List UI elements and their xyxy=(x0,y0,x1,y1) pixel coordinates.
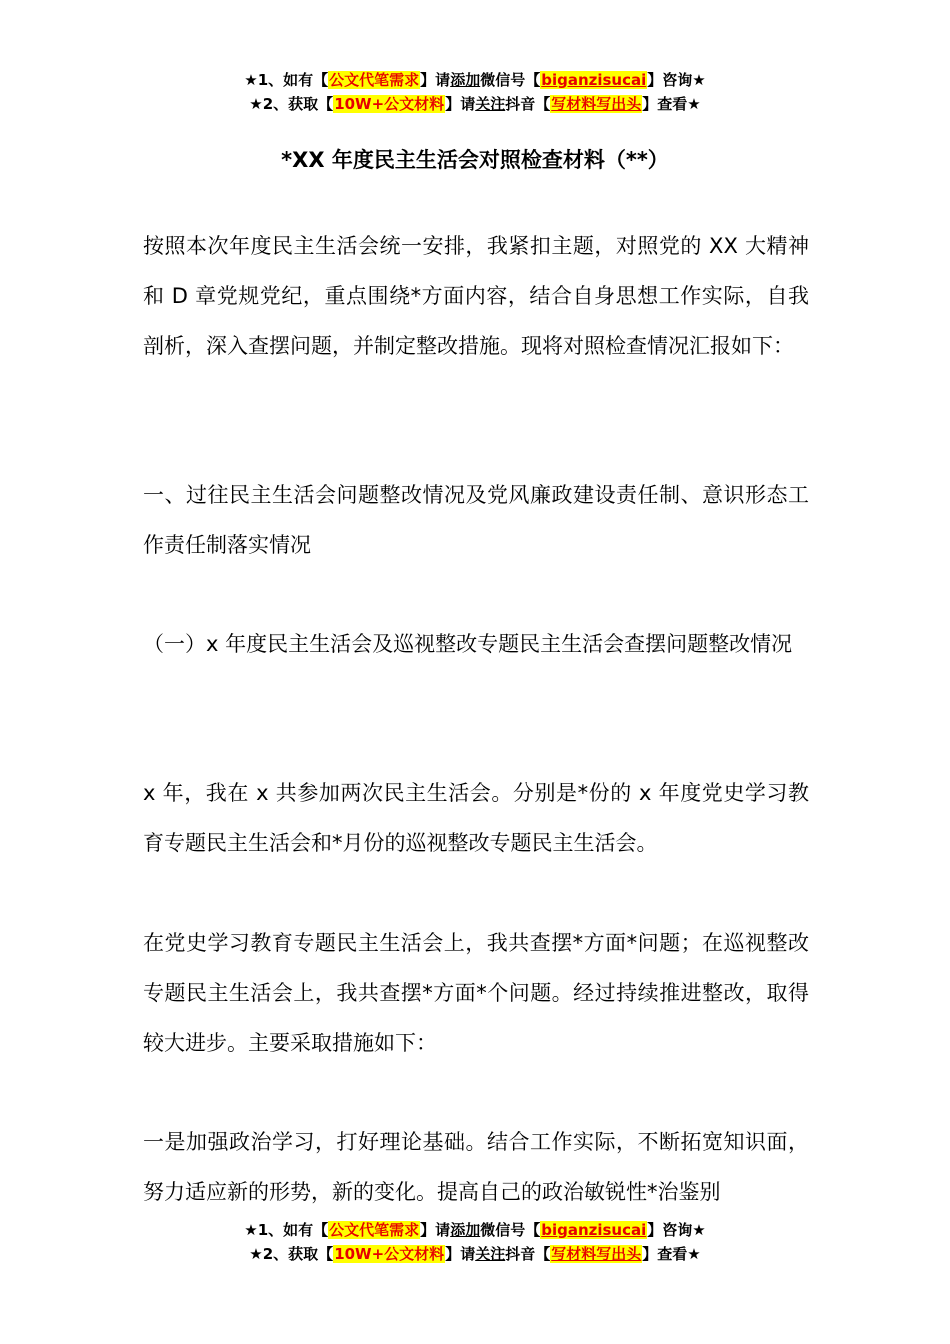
problems-paragraph: 在党史学习教育专题民主生活会上，我共查摆*方面*问题；在巡视整改专题民主生活会上，我共查摆*方面*个问题。经过持续推进整改，取得较大进步。主要采取措施如下： xyxy=(143,931,809,1055)
banner-text: 】请 xyxy=(420,1221,451,1239)
banner-highlight: 10W+公文材料 xyxy=(334,1245,445,1263)
banner-text: 微信号【 xyxy=(480,1221,541,1239)
banner-text: 】咨询★ xyxy=(647,1221,706,1239)
section-heading-1: 一、过往民主生活会问题整改情况及党风廉政建设责任制、意识形态工作责任制落实情况 xyxy=(143,483,809,557)
banner-underline: 关注 xyxy=(475,1245,506,1263)
banner-line-1 xyxy=(0,1218,950,1242)
banner-text: 抖音【 xyxy=(505,1245,551,1263)
banner-highlight: 10W+公文材料 xyxy=(334,95,445,113)
banner-text: ★2、获取【 xyxy=(249,1245,334,1263)
header-banner xyxy=(0,68,950,116)
banner-underline: 关注 xyxy=(475,95,506,113)
banner-text: 】请 xyxy=(445,1245,476,1263)
banner-highlight: 公文代笔需求 xyxy=(329,71,420,89)
intro-paragraph: 按照本次年度民主生活会统一安排，我紧扣主题，对照党的 XX 大精神和 D 章党规党纪，重点围绕*方面内容，结合自身思想工作实际，自我剖析，深入查摆问题，并制定整改措施。现将对照检查情况汇报如下： xyxy=(143,234,809,358)
banner-underline: 添加 xyxy=(450,71,481,89)
banner-wechat-id: biganzisucai xyxy=(541,71,647,89)
banner-douyin-id: 写材料写出头 xyxy=(551,1245,642,1263)
banner-text: ★1、如有【 xyxy=(244,1221,329,1239)
banner-text: 】查看★ xyxy=(642,95,701,113)
banner-line-2 xyxy=(0,1242,950,1266)
banner-text: 】查看★ xyxy=(642,1245,701,1263)
subsection-heading-1-1: （一）x 年度民主生活会及巡视整改专题民主生活会查摆问题整改情况 xyxy=(143,632,793,656)
banner-text: 】请 xyxy=(420,71,451,89)
banner-text: ★1、如有【 xyxy=(244,71,329,89)
measure-1-paragraph: 一是加强政治学习，打好理论基础。结合工作实际，不断拓宽知识面，努力适应新的形势，新的变化。提高自己的政治敏锐性*治鉴别 xyxy=(143,1130,809,1204)
banner-text: 】咨询★ xyxy=(647,71,706,89)
document-title: *XX 年度民主生活会对照检查材料（**） xyxy=(281,148,669,173)
banner-line-2 xyxy=(0,92,950,116)
banner-underline: 添加 xyxy=(450,1221,481,1239)
banner-wechat-id: biganzisucai xyxy=(541,1221,647,1239)
banner-line-1 xyxy=(0,68,950,92)
banner-text: 微信号【 xyxy=(480,71,541,89)
banner-douyin-id: 写材料写出头 xyxy=(551,95,642,113)
banner-text: 抖音【 xyxy=(505,95,551,113)
footer-banner xyxy=(0,1218,950,1266)
banner-highlight: 公文代笔需求 xyxy=(329,1221,420,1239)
banner-text: ★2、获取【 xyxy=(249,95,334,113)
meetings-paragraph: x 年，我在 x 共参加两次民主生活会。分别是*份的 x 年度党史学习教育专题民主生活会和*月份的巡视整改专题民主生活会。 xyxy=(143,781,809,855)
banner-text: 】请 xyxy=(445,95,476,113)
